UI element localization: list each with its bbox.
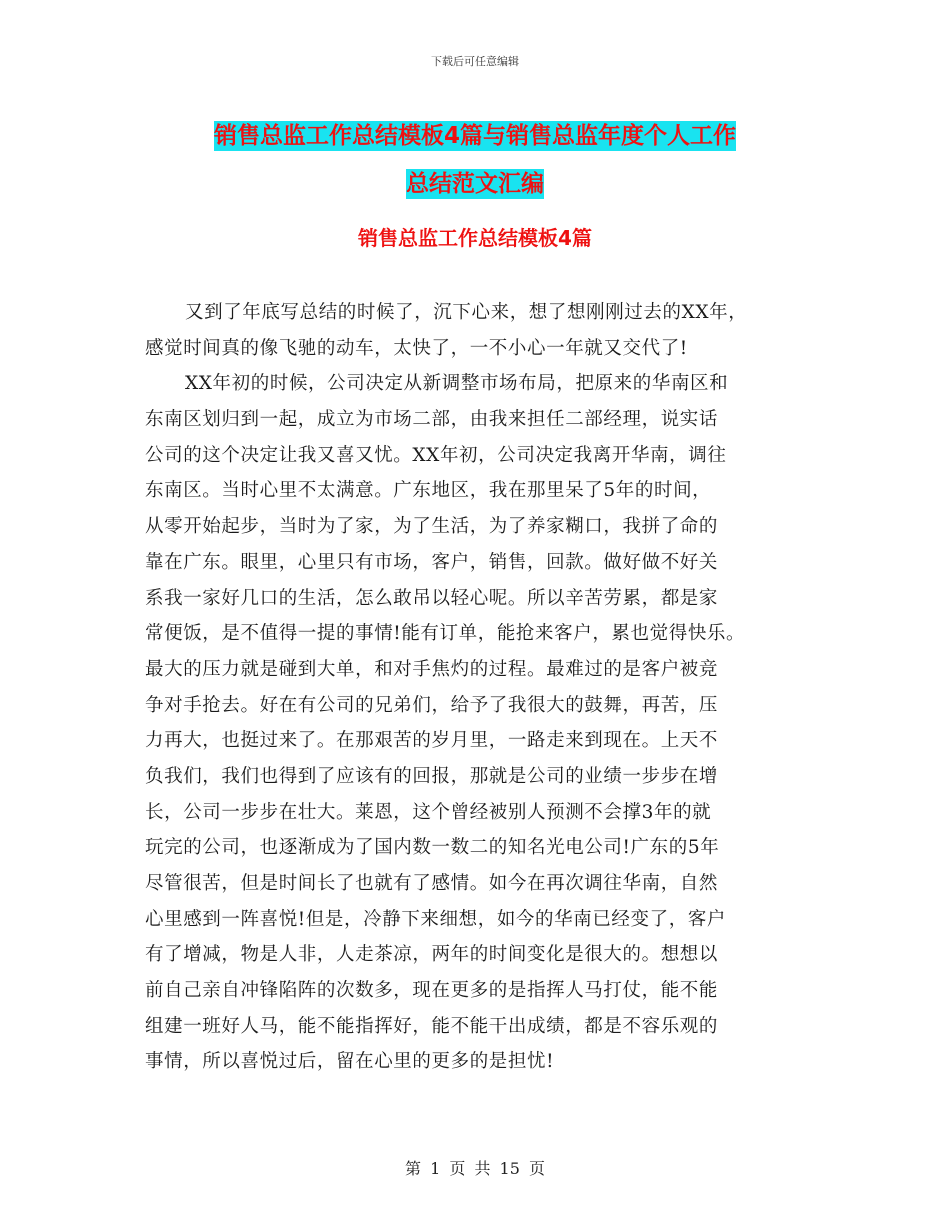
paragraph-line: 争对手抢去。好在有公司的兄弟们，给予了我很大的鼓舞，再苦，压 (145, 694, 719, 716)
document-title-line-2: 总结范文汇编 (406, 171, 544, 197)
body-text (145, 295, 825, 1080)
page-number: 第 1 页 共 15 页 (405, 1159, 545, 1178)
paragraph-line: 靠在广东。眼里，心里只有市场，客户，销售，回款。做好做不好关 (145, 551, 719, 573)
paragraph-line: 事情，所以喜悦过后，留在心里的更多的是担忧! (145, 1051, 555, 1073)
document-title (140, 112, 810, 208)
paragraph-line: XX年初的时候，公司决定从新调整市场布局，把原来的华南区和 (185, 373, 729, 395)
paragraph-line: 东南区。当时心里不太满意。广东地区，我在那里呆了5年的时间， (145, 480, 712, 502)
paragraph-line: 最大的压力就是碰到大单，和对手焦灼的过程。最难过的是客户被竞 (145, 658, 719, 680)
paragraph-line: 又到了年底写总结的时候了，沉下心来，想了想刚刚过去的XX年， (185, 302, 748, 323)
paragraph-line: 长，公司一步步在壮大。莱恩，这个曾经被别人预测不会撑3年的就 (145, 801, 712, 823)
paragraph-line: 心里感到一阵喜悦!但是，冷静下来细想，如今的华南已经变了，客户 (145, 908, 727, 930)
section-heading: 销售总监工作总结模板4篇 (358, 226, 592, 250)
paragraph-line: 东南区划归到一起，成立为市场二部，由我来担任二部经理，说实话 (145, 409, 719, 431)
paragraph-line: 力再大，也挺过来了。在那艰苦的岁月里，一路走来到现在。上天不 (145, 730, 719, 752)
paragraph-line: 系我一家好几口的生活，怎么敢吊以轻心呢。所以辛苦劳累，都是家 (145, 587, 719, 609)
paragraph-line: 负我们，我们也得到了应该有的回报，那就是公司的业绩一步步在增 (145, 765, 719, 787)
document-title-line-1: 销售总监工作总结模板4篇与销售总监年度个人工作 (213, 123, 736, 149)
paragraph-line: 从零开始起步，当时为了家，为了生活，为了养家糊口，我拼了命的 (145, 516, 719, 538)
paragraph-line: 尽管很苦，但是时间长了也就有了感情。如今在再次调往华南，自然 (145, 873, 719, 894)
header-note: 下载后可任意编辑 (431, 55, 519, 68)
paragraph-line: 公司的这个决定让我又喜又忧。XX年初，公司决定我离开华南，调往 (145, 444, 727, 466)
paragraph-line: 组建一班好人马，能不能指挥好，能不能干出成绩，都是不容乐观的 (145, 1015, 719, 1037)
paragraph-line: 玩完的公司，也逐渐成为了国内数一数二的知名光电公司!广东的5年 (145, 837, 720, 859)
paragraph-line: 感觉时间真的像飞驰的动车，太快了，一不小心一年就又交代了! (145, 337, 688, 359)
paragraph-line: 前自己亲自冲锋陷阵的次数多，现在更多的是指挥人马打仗，能不能 (145, 980, 719, 1002)
paragraph-line: 常便饭，是不值得一提的事情!能有订单，能抢来客户，累也觉得快乐。 (145, 623, 746, 645)
paragraph-line: 有了增减，物是人非，人走茶凉，两年的时间变化是很大的。想想以 (145, 944, 719, 966)
